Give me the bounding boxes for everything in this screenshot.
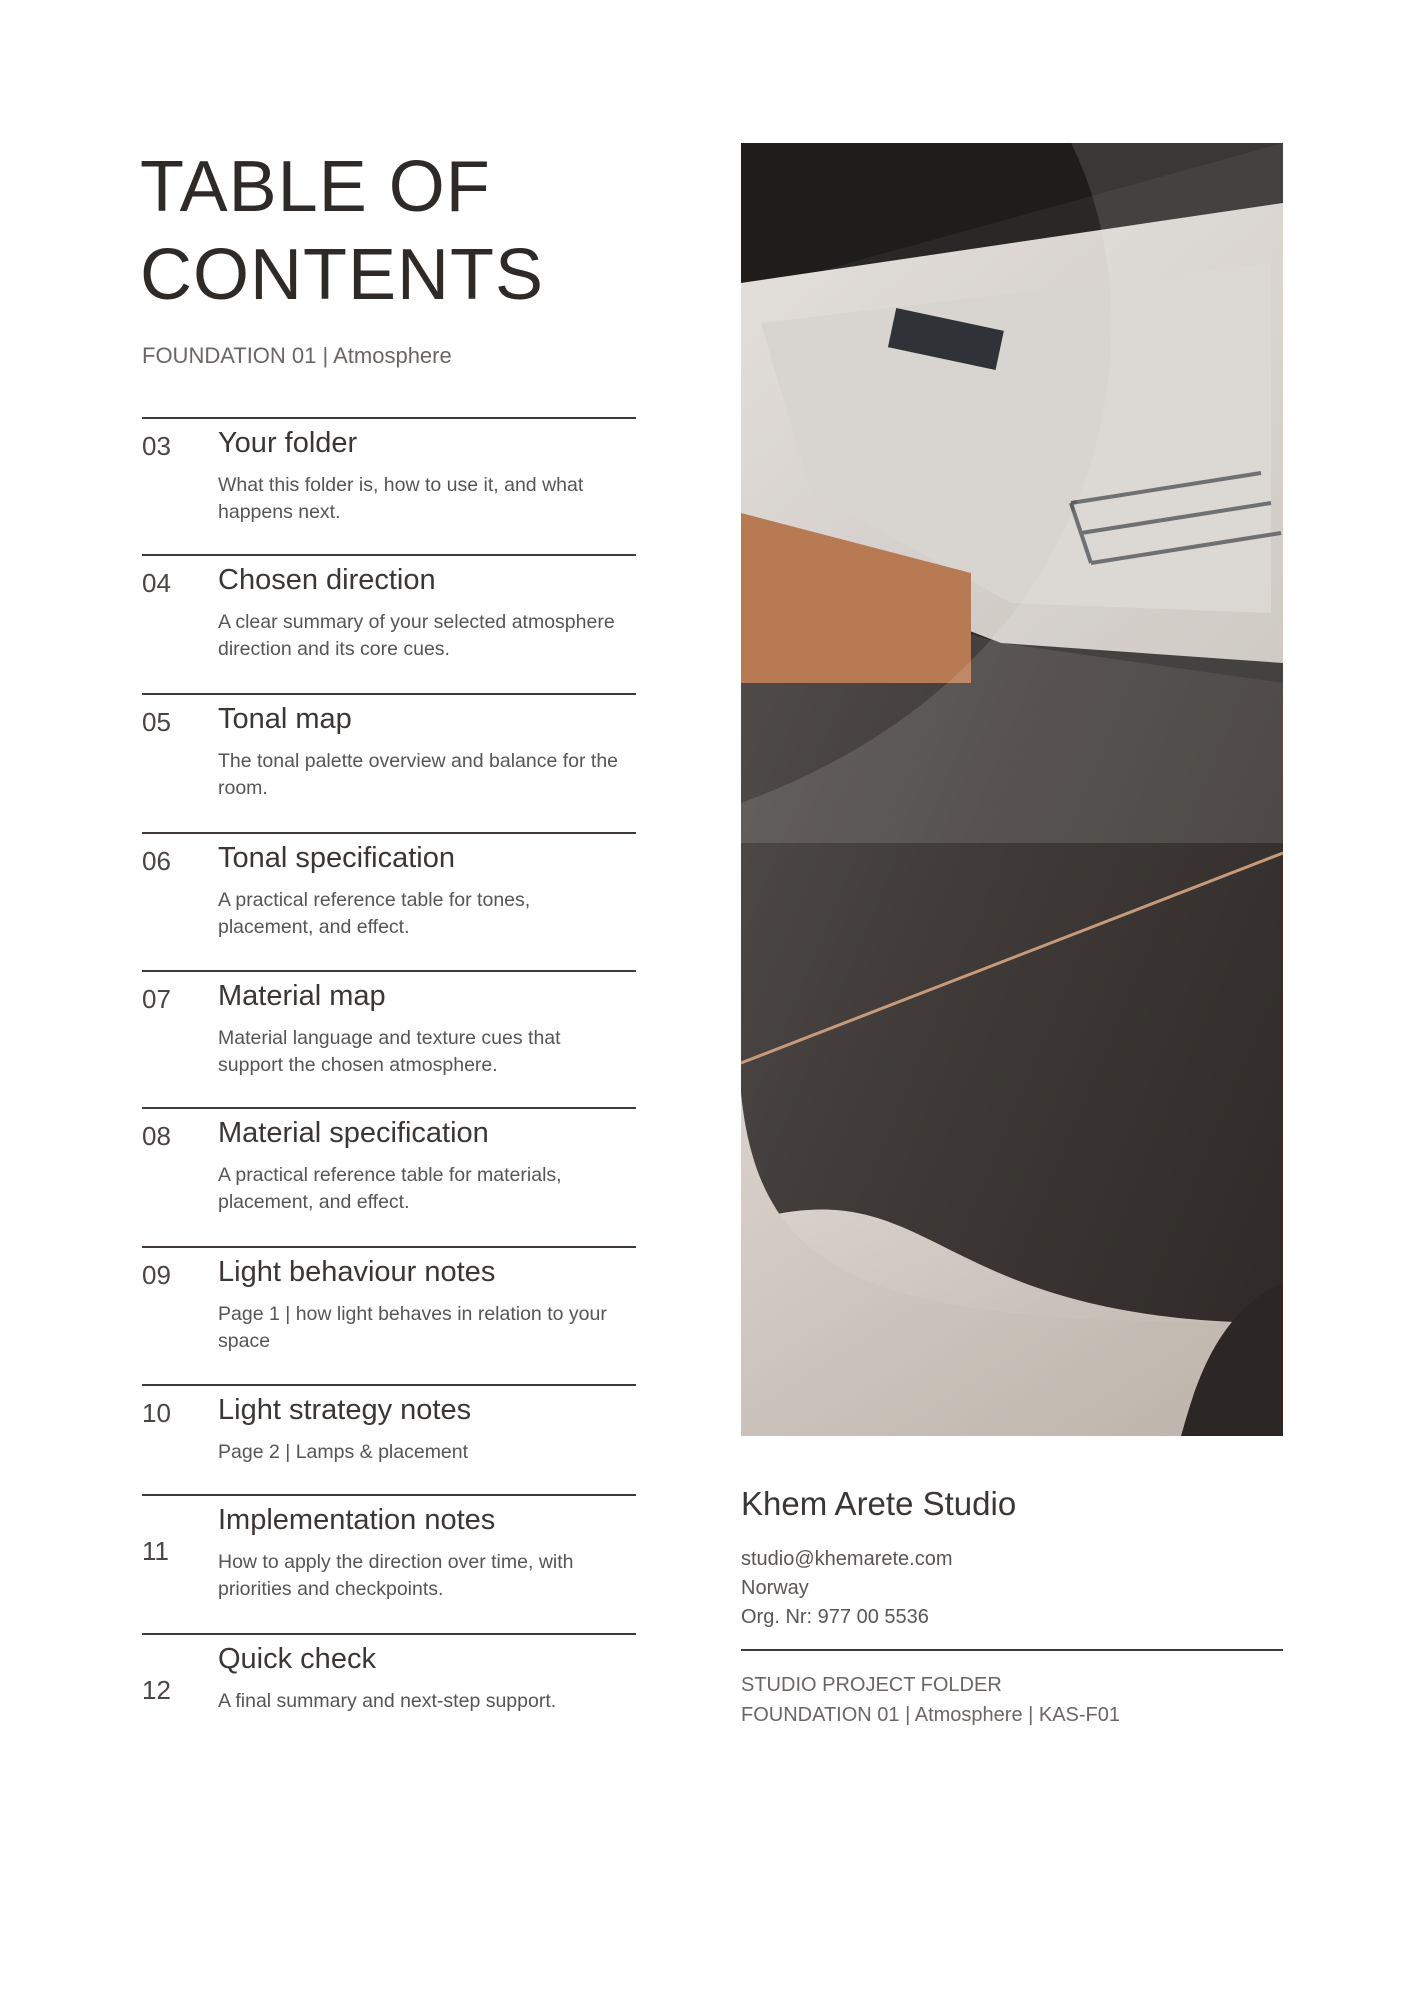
toc-entry[interactable] — [142, 970, 636, 1076]
studio-name: Khem Arete Studio — [741, 1485, 1017, 1522]
toc-description: A final summary and next-step support. — [218, 1690, 557, 1712]
studio-email[interactable]: studio@khemarete.com — [741, 1548, 953, 1570]
toc-description: Page 2 | Lamps & placement — [218, 1441, 469, 1463]
toc-description: How to apply the direction over time, with priorities and checkpoints. — [218, 1551, 574, 1600]
toc-description: The tonal palette overview and balance for the room. — [218, 750, 619, 799]
toc-page-number: 04 — [142, 568, 171, 598]
toc-page-number: 03 — [142, 431, 171, 461]
toc-heading: Your folder — [218, 427, 358, 459]
toc-page-number: 08 — [142, 1121, 171, 1151]
toc-heading: Material specification — [218, 1117, 489, 1149]
toc-entry[interactable] — [142, 417, 636, 523]
title-line-2: CONTENTS — [140, 235, 544, 315]
toc-entry[interactable] — [142, 1246, 636, 1352]
toc-page-number: 06 — [142, 846, 171, 876]
footer-line-2: FOUNDATION 01 | Atmosphere | KAS-F01 — [741, 1704, 1121, 1726]
toc-page-number: 07 — [142, 984, 171, 1014]
footer-line-1: STUDIO PROJECT FOLDER — [741, 1674, 1002, 1696]
toc-page-number: 11 — [142, 1536, 169, 1566]
toc-description: What this folder is, how to use it, and what happens next. — [218, 474, 584, 523]
material-moodboard-photo — [741, 143, 1283, 1436]
toc-page-number: 09 — [142, 1260, 171, 1290]
toc-page-number: 05 — [142, 707, 171, 737]
toc-description: Page 1 | how light behaves in relation to your space — [218, 1303, 607, 1352]
studio-org-number: Org. Nr: 977 00 5536 — [741, 1606, 929, 1628]
cover-photo — [741, 143, 1283, 1436]
studio-country: Norway — [741, 1577, 809, 1599]
toc-heading: Tonal map — [218, 703, 352, 735]
studio-contact — [741, 1545, 953, 1632]
toc-description: Material language and texture cues that support the chosen atmosphere. — [218, 1027, 561, 1076]
toc-page-number: 10 — [142, 1398, 171, 1428]
divider — [741, 1649, 1283, 1651]
toc-entry[interactable] — [142, 1107, 636, 1213]
toc-description: A clear summary of your selected atmosphere direction and its core cues. — [218, 611, 615, 660]
toc-entry[interactable] — [142, 1384, 636, 1463]
toc-heading: Light strategy notes — [218, 1394, 472, 1426]
toc-heading: Material map — [218, 980, 386, 1012]
toc-entry[interactable] — [142, 1494, 636, 1600]
footer — [741, 1670, 1120, 1730]
toc-entry[interactable] — [142, 554, 636, 660]
toc-entry[interactable] — [142, 693, 636, 799]
toc-description: A practical reference table for materials, placement, and effect. — [218, 1164, 562, 1213]
toc-heading: Light behaviour notes — [218, 1256, 496, 1288]
toc-description: A practical reference table for tones, placement, and effect. — [218, 889, 531, 938]
toc-page-number: 12 — [142, 1675, 171, 1705]
toc-heading: Implementation notes — [218, 1504, 496, 1536]
toc-entry[interactable] — [142, 832, 636, 938]
toc-heading: Chosen direction — [218, 564, 436, 596]
title-line-1: TABLE OF — [140, 147, 491, 227]
toc-heading: Quick check — [218, 1643, 376, 1675]
toc-heading: Tonal specification — [218, 842, 455, 874]
page-title — [140, 143, 544, 319]
subtitle: FOUNDATION 01 | Atmosphere — [142, 343, 452, 368]
toc-entry[interactable] — [142, 1633, 636, 1712]
